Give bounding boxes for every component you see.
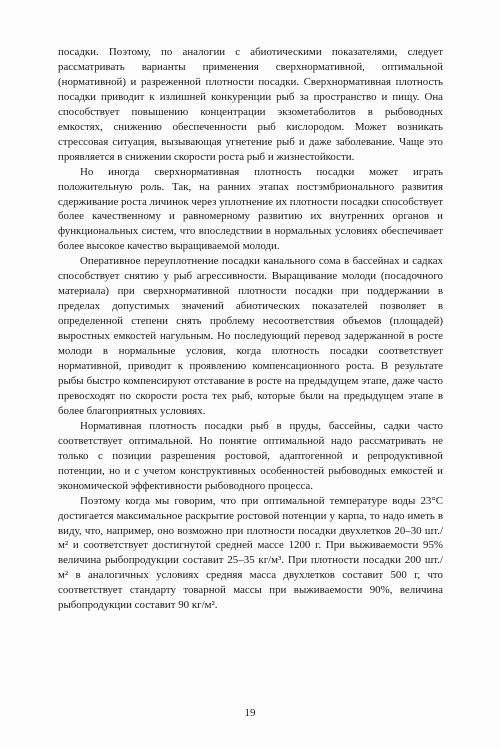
page-number: 19 [244, 707, 256, 719]
paragraph-3: Оперативное переуплотнение посадки канального сома в бассейнах и садках способствует снятию у рыб агрессивности. Выращивание молоди (посадочного материала) при сверхнормативной плотности посадки при поддержании в пределах допустимых значений абиотических показателей позволяет в определенной степени снять проблему несоответствия объемов (площадей) выростных емкостей нагульным. Но последующий перевод задержанной в росте молоди в нормальные условия, когда плотность посадки соответствует нормативной, приводит к проявлению компенсационного роста. В результате рыбы быстро компенсируют отставание в росте на предыдущем этапе, даже часто превосходят по скорости роста тех рыб, которые были на предыдущем этапе в более благоприятных условиях. [58, 255, 443, 417]
paragraph-5: Поэтому когда мы говорим, что при оптимальной температуре воды 23°С достигается максимальное раскрытие ростовой потенции у карпа, то надо иметь в виду, что, например, оно возможно при плотности посадки двухлетков 20–30 шт./м² и соответствует достигнутой средней массе 1200 г. При выживаемости 95% величина рыбопродукции составит 25–35 кг/м³. При плотности посадки 200 шт./м² в аналогичных условиях средняя масса двухлетков составит 500 г, что соответствует стандарту товарной массы при выживаемости 90%, величина рыбопродукции составит 90 кг/м². [58, 494, 443, 612]
paragraph-4: Нормативная плотность посадки рыб в пруды, бассейны, садки часто соответствует оптимальной. Но понятие оптимальной надо рассматривать не только с позиции разрешения ростовой, адаптогенной и репродуктивной потенции, но и с учетом конструктивных особенностей рыбоводных емкостей и экономической эффективности рыбоводного процесса. [58, 419, 443, 492]
paragraph-2: Но иногда сверхнормативная плотность посадки может играть положительную роль. Так, на ранних этапах постэмбрионального развития сдерживание роста личинок через уплотнение их плотности посадки способствует более качественному и равномерному развитию их внутренних органов и функциональных систем, что впоследствии в нормальных условиях обеспечивает более высокое качество выращиваемой молоди. [58, 165, 443, 253]
body-text [58, 45, 443, 613]
paragraph-1: посадки. Поэтому, по аналогии с абиотическими показателями, следует рассматривать варианты применения сверхнормативной, оптимальной (нормативной) и разреженной плотности посадки. Сверхнормативная плотность посадки приводит к излишней конкуренции рыб за пространство и пищу. Она способствует повышению концентрации экзометаболитов в рыбоводных емкостях, снижению обеспеченности рыб кислородом. Может возникать стрессовая ситуация, вызывающая угнетение рыб и даже заболевание. Чаще это проявляется в снижении скорости роста рыб и жизнестойкости. [58, 46, 443, 163]
